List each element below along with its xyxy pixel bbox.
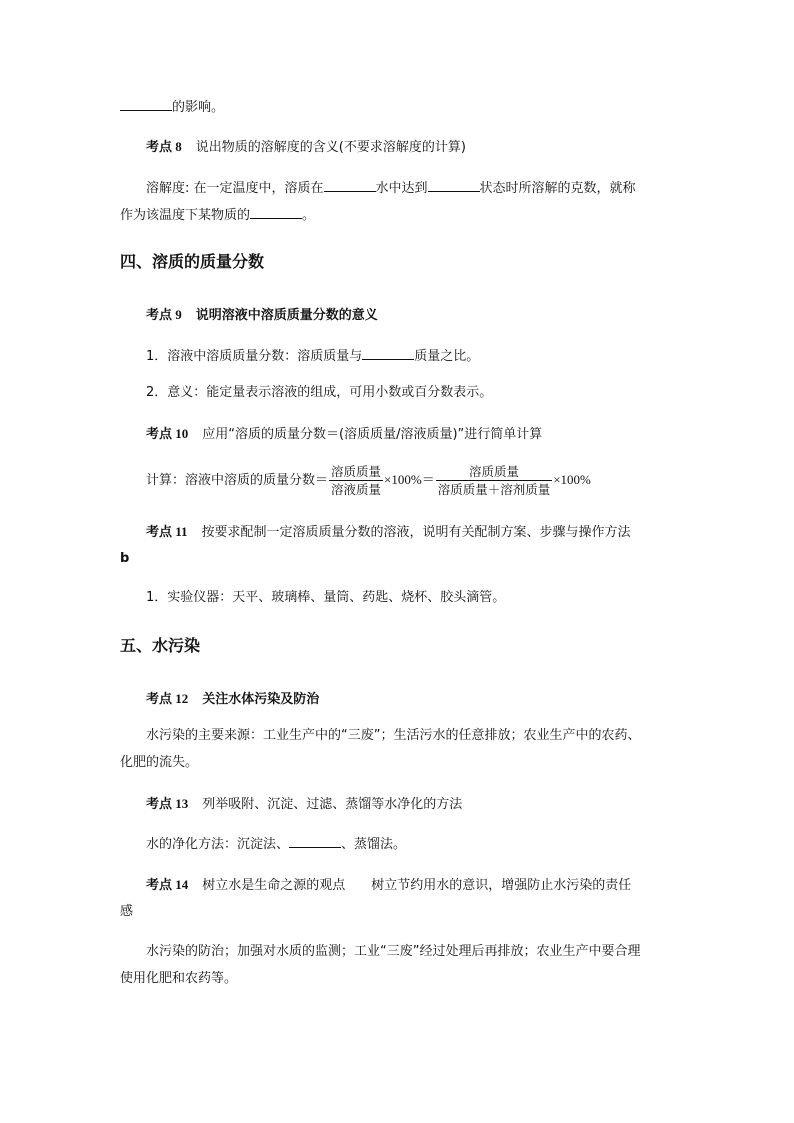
kaodian-text: 说出物质的溶解度的含义(不要求溶解度的计算) <box>195 140 466 155</box>
purification-methods: 水的净化方法：沉淀法、 、蒸馏法。 <box>146 833 406 855</box>
fraction-1: $\frac{\text{溶质质量}}{\text{溶液质量}}$ <box>331 464 382 497</box>
pollution-prevention-cont: 使用化肥和农药等。 <box>120 971 238 986</box>
kaodian-label: 考点 8 <box>146 139 182 154</box>
pollution-sources-cont: 化肥的流失。 <box>120 755 199 770</box>
kaodian-11: 考点 11 按要求配制一定溶质质量分数的溶液，说明有关配制方案、步骤与操作方法 <box>146 524 631 540</box>
kaodian-14: 考点 14 树立水是生命之源的观点 树立节约用水的意识，增强防止水污染的责任 <box>146 877 632 893</box>
kaodian-12: 考点 12 关注水体污染及防治 <box>146 691 320 707</box>
solubility-definition-cont: 作为该温度下某物质的 。 <box>120 204 315 226</box>
item-2-meaning: 2．意义：能定量表示溶液的组成，可用小数或百分数表示。 <box>146 385 493 400</box>
kaodian-13: 考点 13 列举吸附、沉淀、过滤、蒸馏等水净化的方法 <box>146 796 463 812</box>
solubility-definition: 溶解度: 在一定温度中，溶质在 水中达到 状态时所溶解的克数，就称 <box>146 177 636 199</box>
section-5-heading: 五、水污染 <box>120 636 201 655</box>
fraction-2: $\frac{\text{溶质质量}}{\text{溶质质量＋溶剂质量}}$ <box>437 464 551 497</box>
fill-blank[interactable] <box>324 177 376 192</box>
kaodian-8 <box>146 137 466 158</box>
kaodian-10: 考点 10 应用“溶质的质量分数＝(溶质质量/溶液质量)”进行简单计算 <box>146 426 543 442</box>
pollution-prevention: 水污染的防治；加强对水质的监测；工业“三废”经过处理后再排放；农业生产中要合理 <box>146 944 641 959</box>
instruments: 1．实验仪器：天平、玻璃棒、量筒、药匙、烧杯、胶头滴管。 <box>146 590 506 605</box>
fill-blank[interactable] <box>289 833 341 848</box>
line-influence: 的影响。 <box>120 96 224 118</box>
fill-blank[interactable] <box>120 96 172 111</box>
kaodian-14-cont: 感 <box>120 904 134 919</box>
pollution-sources: 水污染的主要来源：工业生产中的“三废”；生活污水的任意排放；农业生产中的农药、 <box>146 728 641 743</box>
fill-blank[interactable] <box>250 204 302 219</box>
fill-blank[interactable] <box>362 345 414 360</box>
kaodian-11-level: b <box>120 551 130 566</box>
section-4-heading: 四、溶质的质量分数 <box>120 252 265 271</box>
item-1-mass-fraction: 1．溶液中溶质质量分数：溶质质量与 质量之比。 <box>146 345 479 367</box>
kaodian-9: 考点 9 说明溶液中溶质质量分数的意义 <box>146 307 378 323</box>
calculation-formula: 计算：溶液中溶质的质量分数＝ $\frac{\text{溶质质量}}{\text{溶液质量}}$ ×100%＝ $\frac{\text{溶质质量}}{\text{溶质质量＋溶剂质量}}$ ×100% <box>146 464 591 497</box>
fill-blank[interactable] <box>428 177 480 192</box>
